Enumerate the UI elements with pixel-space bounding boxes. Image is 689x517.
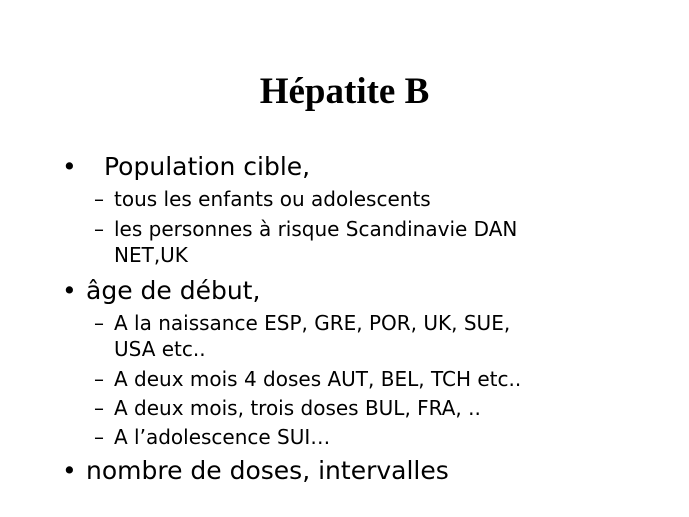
bullet-icon: • <box>62 276 77 305</box>
dash-icon: – <box>94 396 104 420</box>
bullet-text: âge de début, <box>86 276 261 305</box>
subitem-text: tous les enfants ou adolescents <box>114 187 431 211</box>
subitem-continuation: USA etc.. <box>114 337 206 361</box>
subitem-text: les personnes à risque Scandinavie DAN <box>114 217 518 241</box>
bullet-text: Population cible, <box>104 152 311 181</box>
subitem-text: A deux mois, trois doses BUL, FRA, .. <box>114 396 481 420</box>
dash-icon: – <box>94 367 104 391</box>
bullet-text: nombre de doses, intervalles <box>86 456 449 485</box>
bullet-icon: • <box>62 152 77 181</box>
slide-title: Hépatite B <box>259 71 430 112</box>
dash-icon: – <box>94 217 104 241</box>
subitem-text: A la naissance ESP, GRE, POR, UK, SUE, <box>114 311 511 335</box>
subitem-text: A deux mois 4 doses AUT, BEL, TCH etc.. <box>114 367 522 391</box>
dash-icon: – <box>94 311 104 335</box>
bullet-icon: • <box>62 456 77 485</box>
subitem-continuation: NET,UK <box>114 243 188 267</box>
dash-icon: – <box>94 425 104 449</box>
subitem-text: A l’adolescence SUI… <box>114 425 331 449</box>
dash-icon: – <box>94 187 104 211</box>
